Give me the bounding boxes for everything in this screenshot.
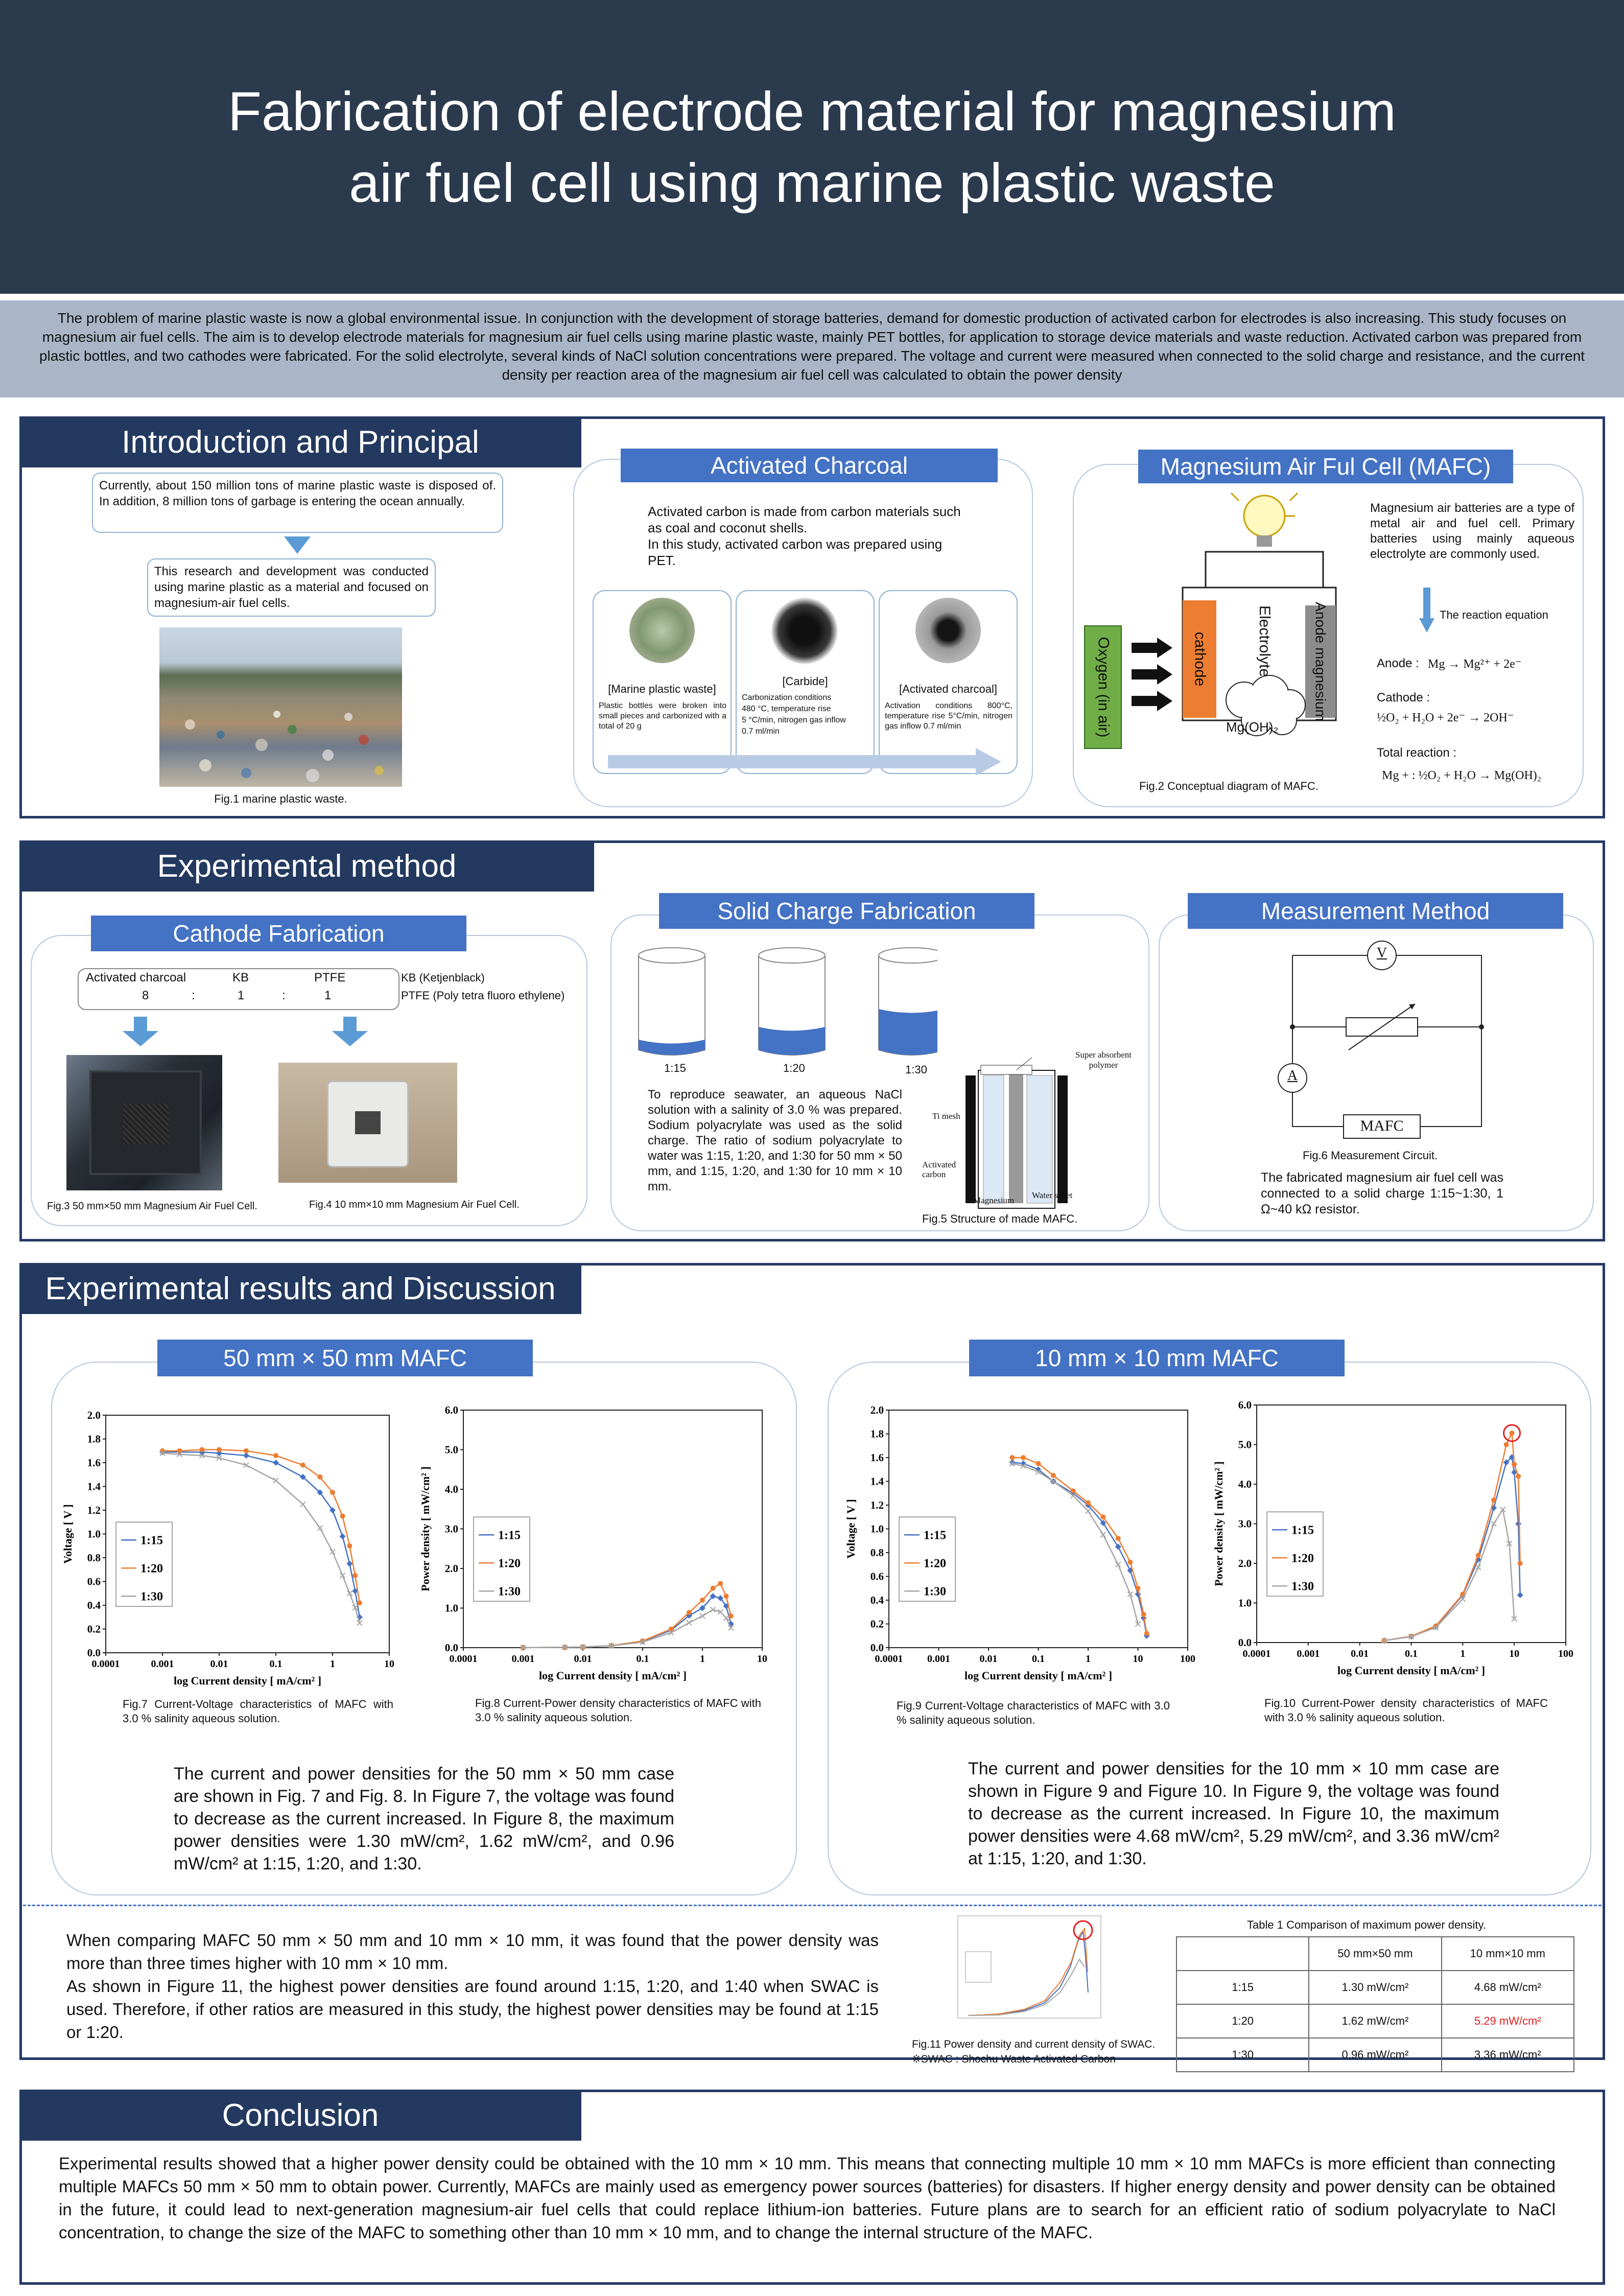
sub10-title: 10 mm × 10 mm MAFC xyxy=(969,1340,1345,1376)
ammeter-label: A xyxy=(1287,1068,1298,1084)
legend-label: 1:20 xyxy=(1291,1552,1314,1565)
x-tick-label: 0.1 xyxy=(269,1658,283,1670)
y-tick-label: 1.2 xyxy=(870,1499,884,1511)
table-cell: 1:15 xyxy=(1176,1971,1309,2004)
y-tick-label: 0.0 xyxy=(444,1642,458,1654)
x-tick-label: 10 xyxy=(757,1653,767,1665)
legend-label: 1:15 xyxy=(924,1529,946,1542)
struct-sap-label: Super absorbent polymer xyxy=(1075,1050,1132,1070)
y-tick-label: 5.0 xyxy=(444,1443,458,1456)
fig10-chart xyxy=(1208,1392,1576,1683)
dashed-divider xyxy=(23,1905,1602,1906)
fig9-caption: Fig.9 Current-Voltage characteristics of MAFC with 3.0 % salinity aqueous solution. xyxy=(897,1699,1170,1726)
y-tick-label: 1.4 xyxy=(870,1475,884,1488)
data-point xyxy=(1518,1561,1523,1566)
struct-ws-label: Water sheet xyxy=(1032,1190,1073,1200)
x-tick-label: 10 xyxy=(1509,1648,1520,1659)
y-tick-label: 0.4 xyxy=(870,1594,884,1606)
kb-note: KB (Ketjenblack) xyxy=(401,971,485,984)
compare-text: When comparing MAFC 50 mm × 50 mm and 10 mm × 10 mm, it was found that the power density was more than three times higher with 10 mm × 10 mm. As shown in Figure 11, the highest power densities are found around 1:15, 1:20, and 1:40 when SWAC is used. Therefore, if other ratios are measured in this study, the highest power densities may be found at 1:15 or 1:20. xyxy=(66,1931,879,2042)
y-tick-label: 0.0 xyxy=(87,1647,101,1659)
mgoh-label: Mg(OH)₂ xyxy=(1226,719,1279,735)
total-eq-label: Total reaction : xyxy=(1377,746,1457,760)
y-tick-label: 1.0 xyxy=(444,1602,458,1614)
data-point xyxy=(1491,1497,1496,1503)
table-caption: Table 1 Comparison of maximum power density. xyxy=(1247,1918,1486,1931)
table-cell: 1.62 mW/cm² xyxy=(1309,2004,1441,2038)
legend-label: 1:15 xyxy=(140,1534,163,1548)
data-point xyxy=(1071,1488,1076,1493)
data-point xyxy=(1116,1536,1121,1541)
fig1-caption: Fig.1 marine plastic waste. xyxy=(214,792,347,805)
abstract: The problem of marine plastic waste is now a global environmental issue. In conjunction with the development of storage batteries, demand for domestic production of activated carbon for electrodes is also increasing. This study focuses on magnesium air fuel cells. The aim is to develop electrode materials for magnesium air fuel cells using marine plastic waste, mainly PET bottles, for application to storage device materials and waste reduction. Activated carbon was prepared from plastic bottles, and two cathodes were fabricated. For the solid electrolyte, several kinds of NaCl solution concentrations were prepared. The voltage and current were measured when connected to the solid charge and resistance, and the current density per reaction area of the magnesium air fuel cell was calculated to obtain the power density xyxy=(0,300,1624,397)
ratio-sep-2: : xyxy=(282,989,286,1002)
fig5-caption: Fig.5 Structure of made MAFC. xyxy=(922,1212,1078,1225)
text-10: The current and power densities for the 10 mm × 10 mm case are shown in Figure 9 and Figure 10. In Figure 9, the voltage was found to decrease as the current increased. In Figure 10, the maximum power densities were 4.68 mW/cm², 5.29 mW/cm², and 3.36 mW/cm² at 1:15, 1:20, and 1:30. xyxy=(968,1759,1499,1868)
fig11-chart xyxy=(937,1911,1106,2039)
voltmeter-label: V xyxy=(1376,945,1387,961)
ratio-value-1: 8 xyxy=(142,989,149,1002)
x-tick-label: 100 xyxy=(1180,1653,1195,1665)
y-tick-label: 1.8 xyxy=(87,1433,101,1445)
x-tick-label: 0.001 xyxy=(511,1653,535,1665)
y-tick-label: 3.0 xyxy=(444,1522,458,1535)
anode-label-wrap xyxy=(1305,602,1336,721)
struct-ac-label: Activated carbon xyxy=(922,1160,956,1179)
intro-title: Introduction and Principal xyxy=(19,416,581,467)
y-tick-label: 0.2 xyxy=(87,1623,101,1635)
total-eq: Mg + : ½O₂ + H₂O → Mg(OH)₂ xyxy=(1382,769,1542,782)
x-tick-label: 0.01 xyxy=(210,1658,228,1670)
table-cell: 1.30 mW/cm² xyxy=(1309,1971,1441,2004)
measure-text: The fabricated magnesium air fuel cell was connected to a solid charge 1:15~1:30, 1 Ω~40 kΩ resistor. xyxy=(1261,1170,1503,1216)
text-50: The current and power densities for the 50 mm × 50 mm case are shown in Fig. 7 and Fig. 8. In Figure 7, the voltage was found to decrease as the current increased. In Figure 8, the maximum power densities were 1.30 mW/cm², 1.62 mW/cm², and 0.96 mW/cm² at 1:15, 1:20, and 1:30. xyxy=(174,1764,674,1873)
y-tick-label: 0.4 xyxy=(87,1599,101,1611)
electrolyte-label-wrap xyxy=(1249,598,1280,685)
y-tick-label: 0.0 xyxy=(870,1642,884,1654)
data-point xyxy=(273,1453,278,1458)
anode-label: Anode magnesium xyxy=(1313,602,1329,721)
data-point xyxy=(244,1448,249,1454)
y-tick-label: 1.6 xyxy=(870,1451,884,1464)
charcoal-text: Activated carbon is made from carbon materials such as coal and coconut shells. In this study, activated carbon was prepared using PET. xyxy=(648,504,961,568)
charcoal-label-2: [Carbide] xyxy=(782,675,828,688)
down-arrow-icon xyxy=(123,1017,158,1047)
legend-label: 1:20 xyxy=(140,1562,163,1576)
ratio-header-3: PTFE xyxy=(314,971,346,985)
intro-box-2: This research and development was conducted using marine plastic as a material and focused on magnesium-air fuel cells. xyxy=(147,558,436,617)
x-tick-label: 1 xyxy=(330,1658,335,1670)
ptfe-note: PTFE (Poly tetra fluoro ethylene) xyxy=(401,989,565,1002)
data-point xyxy=(1086,1500,1091,1505)
y-tick-label: 1.4 xyxy=(87,1480,101,1493)
beakers-figure xyxy=(631,945,937,1063)
cathode-eq: ½O₂ + H₂O + 2e⁻ → 2OH⁻ xyxy=(1377,711,1514,724)
y-tick-label: 1.0 xyxy=(1238,1597,1252,1609)
legend-label: 1:15 xyxy=(1291,1524,1314,1537)
intro-box-1: Currently, about 150 million tons of marine plastic waste is disposed of. In addition, 8 million tons of garbage is entering the ocean annually. xyxy=(92,473,503,533)
struct-mg-label: Magnesium xyxy=(973,1196,1015,1205)
litter-pattern xyxy=(159,627,402,787)
data-point xyxy=(1512,1462,1517,1467)
table-cell: 1:20 xyxy=(1176,2004,1309,2038)
table-header-row xyxy=(1176,1937,1574,1971)
data-point xyxy=(1141,1612,1146,1617)
ratio-value-2: 1 xyxy=(238,989,245,1002)
x-axis-label: log Current density [ mA/cm² ] xyxy=(1337,1664,1486,1677)
data-point xyxy=(1476,1553,1481,1558)
legend-label: 1:30 xyxy=(924,1585,946,1599)
fig6-caption: Fig.6 Measurement Circuit. xyxy=(1303,1149,1438,1162)
beaker-label-3: 1:30 xyxy=(905,1063,927,1076)
y-tick-label: 5.0 xyxy=(1238,1438,1252,1451)
x-tick-label: 1 xyxy=(1086,1653,1091,1665)
data-point xyxy=(711,1586,716,1591)
x-tick-label: 0.01 xyxy=(1351,1648,1369,1659)
mafc-structure-figure xyxy=(950,1047,1093,1211)
y-tick-label: 1.6 xyxy=(87,1457,101,1469)
down-arrow-icon xyxy=(332,1017,368,1047)
table-cell: 4.68 mW/cm² xyxy=(1442,1971,1574,2004)
legend-label: 1:15 xyxy=(498,1529,521,1542)
beaker-label-2: 1:20 xyxy=(783,1062,805,1074)
data-point xyxy=(1021,1455,1026,1460)
results-title: Experimental results and Discussion xyxy=(19,1263,581,1314)
solid-title: Solid Charge Fabrication xyxy=(659,893,1034,929)
x-tick-label: 0.1 xyxy=(1032,1653,1045,1665)
data-point xyxy=(352,1573,358,1578)
data-point xyxy=(317,1474,322,1480)
mafc-text: Magnesium air batteries are a type of metal air and fuel cell. Primary batteries using mainly aqueous electrolyte are commonly used. xyxy=(1370,501,1574,561)
charcoal-title: Activated Charcoal xyxy=(621,449,998,482)
method-title: Experimental method xyxy=(19,840,594,892)
x-tick-label: 0.0001 xyxy=(1242,1648,1271,1659)
fig7-chart xyxy=(57,1402,399,1694)
mafc-box-label: MAFC xyxy=(1360,1117,1404,1134)
anode-eq: Mg → Mg²⁺ + 2e⁻ xyxy=(1428,658,1522,671)
data-point xyxy=(728,1613,734,1619)
legend-label: 1:30 xyxy=(1291,1580,1314,1594)
fig4-caption: Fig.4 10 mm×10 mm Magnesium Air Fuel Cell. xyxy=(309,1199,520,1210)
legend-label: 1:30 xyxy=(140,1590,163,1604)
x-tick-label: 0.001 xyxy=(151,1658,174,1670)
data-point xyxy=(1010,1455,1015,1460)
fig9-chart xyxy=(840,1397,1198,1689)
y-tick-label: 6.0 xyxy=(444,1404,458,1416)
struct-ti-label: Ti mesh xyxy=(932,1111,960,1121)
cathode-10mm-photo xyxy=(278,1063,457,1183)
table-cell: 0.96 mW/cm² xyxy=(1309,2038,1441,2072)
cathode-label: cathode xyxy=(1191,631,1209,687)
data-point xyxy=(1510,1431,1515,1436)
solid-text: To reproduce seawater, an aqueous NaCl solution with a salinity of 3.0 % was prepared. Sodium polyacrylate was used as the solid charge. The ratio of sodium polyacrylate to water was 1:15, 1:20, and 1:30 for 50 mm × 50 mm, and 1:15, 1:20, and 1:30 for 10 mm × 10 mm. xyxy=(648,1088,902,1193)
data-point xyxy=(1036,1461,1041,1466)
cathode-fab-title: Cathode Fabrication xyxy=(91,916,466,951)
data-point xyxy=(1504,1442,1509,1447)
y-tick-label: 4.0 xyxy=(444,1483,458,1495)
reaction-arrow-icon xyxy=(1419,588,1434,634)
data-point xyxy=(200,1447,205,1452)
swac-note: ※SWAC : Shochu Waste Activated Carbon xyxy=(912,2053,1116,2065)
fig10-caption: Fig.10 Current-Power density characteristics of MAFC with 3.0 % salinity aqueous solution. xyxy=(1264,1697,1548,1724)
fig7-caption: Fig.7 Current-Voltage characteristics of MAFC with 3.0 % salinity aqueous solution. xyxy=(123,1698,393,1725)
data-point xyxy=(1051,1473,1056,1478)
x-tick-label: 10 xyxy=(384,1658,394,1670)
down-arrow-icon xyxy=(284,536,311,554)
table-cell: 50 mm×50 mm xyxy=(1309,1937,1441,1971)
x-tick-label: 0.001 xyxy=(1297,1648,1320,1659)
charcoal-label-1: [Marine plastic waste] xyxy=(608,683,716,695)
x-tick-label: 0.001 xyxy=(927,1653,950,1665)
x-tick-label: 1 xyxy=(1460,1648,1466,1659)
ratio-header-2: KB xyxy=(232,971,249,985)
reaction-label: The reaction equation xyxy=(1440,608,1548,621)
data-point xyxy=(1516,1474,1521,1479)
data-point xyxy=(340,1514,345,1519)
data-point xyxy=(330,1490,335,1495)
table-cell: 3.36 mW/cm² xyxy=(1442,2038,1574,2072)
y-tick-label: 2.0 xyxy=(1238,1557,1252,1569)
conclusion-title: Conclusion xyxy=(19,2090,581,2141)
ratio-sep-1: : xyxy=(192,989,195,1002)
data-point xyxy=(1136,1586,1141,1591)
fig2-caption: Fig.2 Conceptual diagram of MAFC. xyxy=(1139,780,1319,792)
table-row xyxy=(1176,2004,1574,2038)
fig3-caption: Fig.3 50 mm×50 mm Magnesium Air Fuel Cell. xyxy=(47,1201,257,1212)
carbide-image xyxy=(771,598,838,664)
fig11-caption: Fig.11 Power density and current density of SWAC. xyxy=(912,2039,1156,2050)
data-point xyxy=(687,1610,692,1615)
y-tick-label: 0.0 xyxy=(1238,1636,1252,1649)
table-cell: 1:30 xyxy=(1176,2038,1309,2072)
legend-label: 1:30 xyxy=(498,1585,521,1599)
title-banner xyxy=(0,0,1624,294)
x-tick-label: 0.0001 xyxy=(875,1653,903,1665)
charcoal-desc-1: Plastic bottles were broken into small pieces and carbonized with a total of 20 g xyxy=(599,701,726,731)
beaker-label-1: 1:15 xyxy=(664,1062,686,1074)
y-tick-label: 1.8 xyxy=(870,1427,884,1440)
legend-label: 1:20 xyxy=(924,1557,946,1571)
data-point xyxy=(217,1447,222,1452)
data-point xyxy=(718,1581,723,1586)
y-tick-label: 1.0 xyxy=(87,1528,101,1540)
y-tick-label: 1.0 xyxy=(870,1522,884,1535)
activated-charcoal-image xyxy=(915,598,981,663)
y-tick-label: 4.0 xyxy=(1238,1478,1252,1490)
x-axis-label: log Current density [ mA/cm² ] xyxy=(538,1669,687,1682)
table-row xyxy=(1176,2038,1574,2072)
table-cell xyxy=(1176,1937,1309,1971)
y-axis-label: Power density [ mW/cm² ] xyxy=(419,1466,432,1591)
y-tick-label: 0.6 xyxy=(87,1575,101,1588)
cathode-label-wrap xyxy=(1183,600,1216,718)
table-row xyxy=(1176,1971,1574,2004)
y-tick-label: 0.2 xyxy=(870,1618,884,1630)
ratio-value-3: 1 xyxy=(324,989,332,1002)
y-tick-label: 0.8 xyxy=(870,1547,884,1559)
x-tick-label: 0.01 xyxy=(979,1653,998,1665)
y-axis-label: Voltage [ V ] xyxy=(61,1504,74,1564)
x-axis-label: log Current density [ mA/cm² ] xyxy=(173,1674,322,1687)
table-cell: 10 mm×10 mm xyxy=(1442,1937,1574,1971)
x-tick-label: 1 xyxy=(700,1653,705,1665)
marine-waste-photo xyxy=(159,627,402,787)
sub50-title: 50 mm × 50 mm MAFC xyxy=(157,1340,533,1376)
comparison-table xyxy=(1176,1936,1574,2072)
table-cell-highlight: 5.29 mW/cm² xyxy=(1442,2004,1574,2038)
y-tick-label: 1.2 xyxy=(87,1504,101,1516)
measure-title: Measurement Method xyxy=(1188,893,1563,929)
data-point xyxy=(357,1600,362,1605)
data-point xyxy=(700,1598,705,1603)
data-point xyxy=(1127,1560,1133,1565)
cathode-eq-label: Cathode : xyxy=(1377,691,1430,705)
poster-title: Fabrication of electrode material for magnesium air fuel cell using marine plastic waste xyxy=(227,80,1397,214)
x-axis-label: log Current density [ mA/cm² ] xyxy=(964,1669,1113,1682)
data-point xyxy=(1144,1631,1149,1636)
y-tick-label: 0.8 xyxy=(87,1552,101,1564)
ratio-header-1: Activated charcoal xyxy=(86,971,186,985)
legend-label: 1:20 xyxy=(498,1557,521,1571)
oxygen-label-wrap xyxy=(1085,626,1121,748)
y-tick-label: 6.0 xyxy=(1238,1399,1252,1411)
charcoal-desc-3: Activation conditions 800°C, temperature rise 5°C/min, nitrogen gas inflow 0.7 ml/min xyxy=(885,701,1013,731)
x-tick-label: 10 xyxy=(1133,1653,1143,1665)
x-tick-label: 0.0001 xyxy=(449,1653,478,1665)
mafc-title: Magnesium Air Ful Cell (MAFC) xyxy=(1138,450,1513,483)
data-point xyxy=(300,1463,305,1468)
conclusion-text: Experimental results showed that a higher power density could be obtained with the 10 mm × 10 mm. This means that connecting multiple 10 mm × 10 mm MAFCs is more efficient than connecting multiple MAFCs 50 mm × 50 mm to obtain power. Currently, MAFCs are mainly used as emergency power sources (batteries) for disasters. If higher energy density and power density can be obtained in the future, it could lead to next-generation magnesium-air fuel cells that could replace lithium-ion batteries. Future plans are to search for an efficient ratio of sodium polyacrylate to NaCl concentration, to change the size of the MAFC to something other than 10 mm × 10 mm, and to change the internal structure of the MAFC. xyxy=(59,2154,1556,2242)
electrolyte-label: Electrolyte xyxy=(1256,605,1273,677)
oxygen-label: Oxygen (in air) xyxy=(1095,637,1112,738)
y-axis-label: Power density [ mW/cm² ] xyxy=(1212,1461,1225,1586)
y-tick-label: 2.0 xyxy=(444,1562,458,1575)
charcoal-desc-2: Carbonization conditions 480 °C, temperature rise 5 °C/min, nitrogen gas inflow 0.7 ml/min xyxy=(742,693,846,736)
cathode-50mm-photo xyxy=(66,1055,222,1190)
y-tick-label: 0.6 xyxy=(870,1570,884,1583)
data-point xyxy=(1100,1514,1105,1519)
data-point xyxy=(347,1543,352,1549)
y-tick-label: 3.0 xyxy=(1238,1517,1252,1530)
y-axis-label: Voltage [ V ] xyxy=(844,1499,857,1559)
x-tick-label: 0.1 xyxy=(636,1653,649,1665)
x-tick-label: 0.01 xyxy=(574,1653,592,1665)
data-point xyxy=(724,1594,729,1599)
x-tick-label: 100 xyxy=(1558,1648,1573,1659)
x-tick-label: 0.1 xyxy=(1405,1648,1418,1659)
x-tick-label: 0.0001 xyxy=(91,1658,120,1670)
y-tick-label: 2.0 xyxy=(870,1404,884,1416)
fig8-caption: Fig.8 Current-Power density characteristics of MAFC with 3.0 % salinity aqueous solution. xyxy=(475,1697,761,1724)
y-tick-label: 2.0 xyxy=(87,1409,101,1421)
charcoal-label-3: [Activated charcoal] xyxy=(899,683,997,695)
plastic-waste-image xyxy=(629,598,695,663)
fig8-chart xyxy=(415,1397,772,1689)
anode-eq-label: Anode : xyxy=(1377,657,1419,670)
process-arrow-icon xyxy=(608,747,1006,778)
